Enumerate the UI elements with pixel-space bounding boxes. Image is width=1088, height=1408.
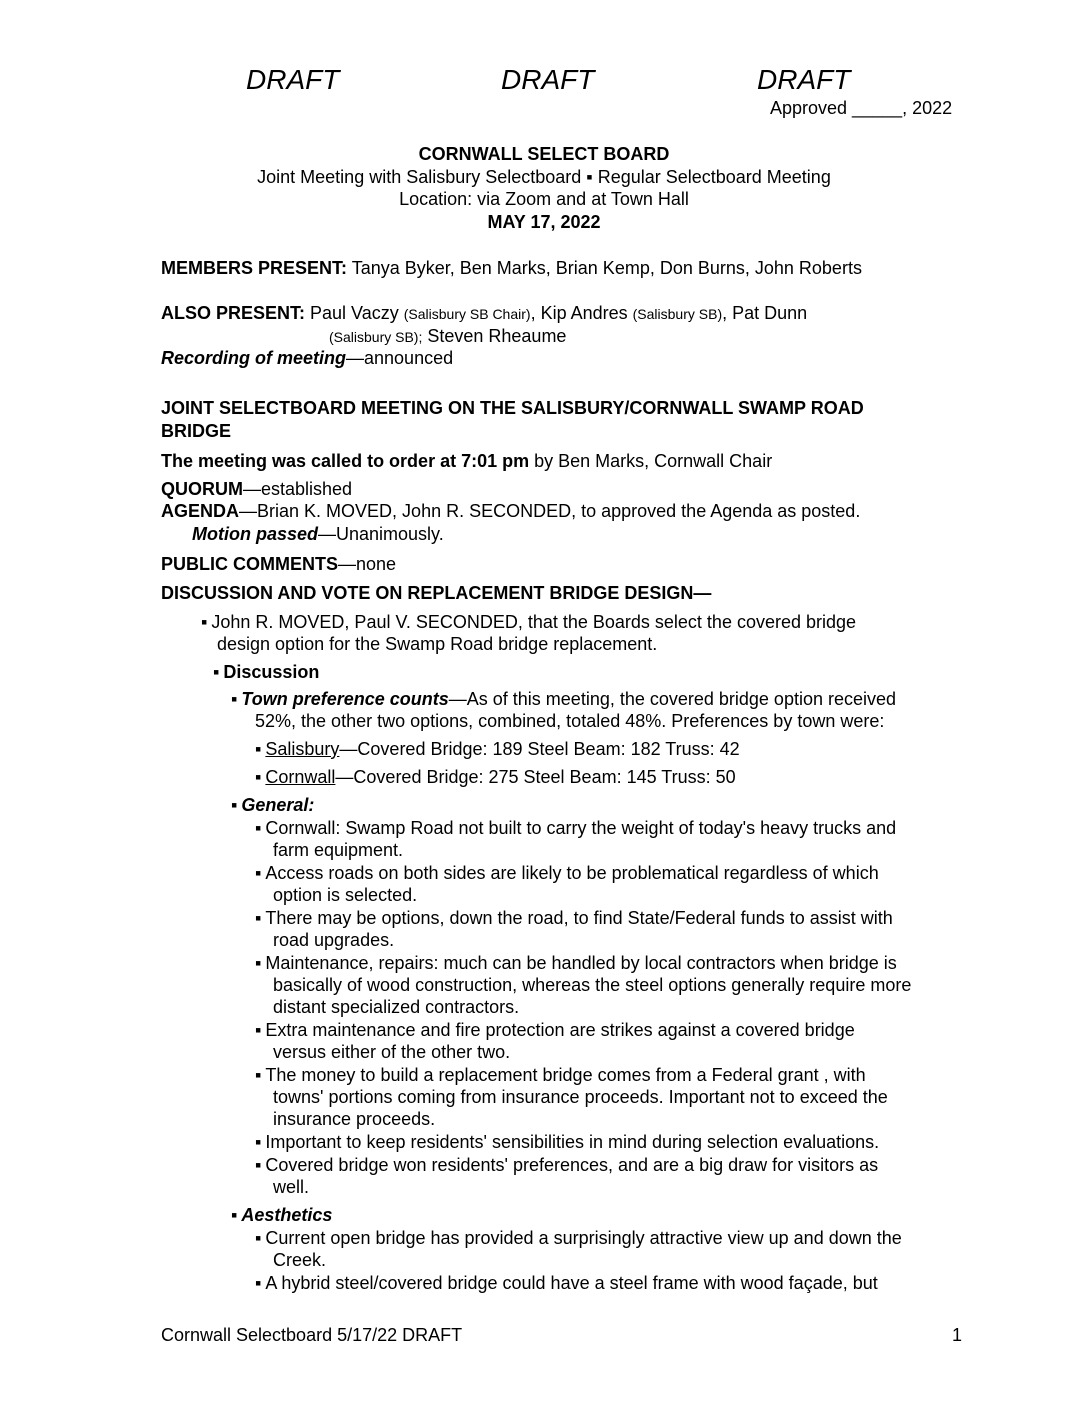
agenda-text: —Brian K. MOVED, John R. SECONDED, to approved the Agenda as posted. <box>239 501 861 521</box>
bullet-icon: ▪ <box>213 662 220 682</box>
motion-line: John R. MOVED, Paul V. SECONDED, that the Boards select the covered bridge <box>211 612 857 632</box>
list-item-continuation: distant specialized contractors. <box>273 997 520 1017</box>
meeting-subtitle: Joint Meeting with Salisbury Selectboard ▪ Regular Selectboard Meeting <box>257 167 831 187</box>
list-item-text: The money to build a replacement bridge comes from a Federal grant , with <box>265 1065 866 1085</box>
list-item-continuation: towns' portions coming from insurance proceeds. Important not to exceed the <box>273 1087 888 1107</box>
also-name: Steven Rheaume <box>422 326 567 346</box>
bullet-icon: ▪ <box>255 1020 262 1040</box>
list-item-continuation: option is selected. <box>273 885 418 905</box>
bullet-icon: ▪ <box>255 863 262 883</box>
list-item-line <box>255 1227 902 1249</box>
list-item <box>255 1272 902 1294</box>
motion-text: —Unanimously. <box>318 524 444 544</box>
bullet-icon: ▪ <box>231 1205 238 1225</box>
list-item <box>255 1064 911 1130</box>
list-item-text: There may be options, down the road, to find State/Federal funds to assist with <box>265 908 893 928</box>
town-counts: —Covered Bridge: 189 Steel Beam: 182 Truss: 42 <box>339 739 740 759</box>
town-counts: —Covered Bridge: 275 Steel Beam: 145 Truss: 50 <box>335 767 736 787</box>
aesthetics-label: Aesthetics <box>241 1205 333 1225</box>
also-note: (Salisbury SB Chair) <box>403 306 531 322</box>
bullet-icon: ▪ <box>231 795 238 815</box>
list-item-continuation: well. <box>273 1177 310 1197</box>
aesthetics-list <box>255 1227 902 1294</box>
motion-item <box>201 612 856 633</box>
also-label: ALSO PRESENT: <box>161 303 306 323</box>
list-item-line <box>255 862 911 884</box>
agenda <box>161 501 860 522</box>
list-item-continuation: versus either of the other two. <box>273 1042 511 1062</box>
counts-label: Town preference counts <box>241 689 449 709</box>
motion-label: Motion passed <box>192 524 319 544</box>
list-item <box>255 907 911 951</box>
list-item-continuation: insurance proceeds. <box>273 1109 436 1129</box>
list-item-line <box>255 817 911 839</box>
list-item <box>255 1154 911 1198</box>
list-item <box>255 952 911 1018</box>
discussion-item <box>213 662 319 683</box>
list-item-text: Covered bridge won residents' preferences, and are a big draw for visitors as <box>265 1155 879 1175</box>
called-to-order <box>161 451 772 472</box>
bullet-icon: ▪ <box>201 612 208 632</box>
board-title: CORNWALL SELECT BOARD <box>418 144 670 164</box>
members-present <box>161 258 862 279</box>
list-item-continuation: Creek. <box>273 1250 327 1270</box>
bullet-icon: ▪ <box>255 1155 262 1175</box>
also-name: Paul Vaczy <box>305 303 404 323</box>
approved-line: Approved _____, 2022 <box>770 98 953 118</box>
public-comments <box>161 554 396 575</box>
list-item-text: Current open bridge has provided a surprisingly attractive view up and down the <box>265 1228 902 1248</box>
list-item <box>255 1131 911 1153</box>
members-list: Tanya Byker, Ben Marks, Brian Kemp, Don Burns, John Roberts <box>347 258 862 278</box>
list-item <box>255 1019 911 1063</box>
joint-heading-line2: BRIDGE <box>161 421 232 441</box>
draft-watermark-2: DRAFT <box>501 64 595 95</box>
list-item-line <box>255 1064 911 1086</box>
recording-text: —announced <box>346 348 454 368</box>
agenda-label: AGENDA <box>161 501 240 521</box>
bullet-icon: ▪ <box>255 767 262 787</box>
list-item-line <box>255 1019 911 1041</box>
bullet-icon: ▪ <box>255 818 262 838</box>
general-list <box>255 817 911 1198</box>
discussion-heading: DISCUSSION AND VOTE ON REPLACEMENT BRIDGE DESIGN— <box>161 583 712 603</box>
list-item-text: Maintenance, repairs: much can be handled by local contractors when bridge is <box>265 953 897 973</box>
salisbury-counts <box>255 739 740 760</box>
town-name: Cornwall <box>265 767 336 787</box>
also-present <box>161 303 807 324</box>
list-item <box>255 817 911 861</box>
list-item-text: Important to keep residents' sensibilities in mind during selection evaluations. <box>265 1132 880 1152</box>
draft-watermark-3: DRAFT <box>757 64 851 95</box>
bullet-icon: ▪ <box>255 908 262 928</box>
also-note: (Salisbury SB) <box>632 306 723 322</box>
page-number: 1 <box>952 1325 963 1345</box>
list-item-line <box>255 952 911 974</box>
also-name: , Kip Andres <box>530 303 633 323</box>
discussion-label: Discussion <box>223 662 320 682</box>
public-text: —none <box>338 554 397 574</box>
list-item-text: Access roads on both sides are likely to be problematical regardless of which <box>265 863 879 883</box>
town-name: Salisbury <box>265 739 340 759</box>
preference-counts-cont: 52%, the other two options, combined, totaled 48%. Preferences by town were: <box>255 711 885 731</box>
list-item-continuation: basically of wood construction, whereas the steel options generally require more <box>273 975 912 995</box>
list-item-text: Cornwall: Swamp Road not built to carry the weight of today's heavy trucks and <box>265 818 897 838</box>
list-item-text: A hybrid steel/covered bridge could have a steel frame with wood façade, but <box>265 1273 878 1293</box>
bullet-icon: ▪ <box>255 739 262 759</box>
bullet-icon: ▪ <box>231 689 238 709</box>
footer-left: Cornwall Selectboard 5/17/22 DRAFT <box>161 1325 463 1345</box>
members-label: MEMBERS PRESENT: <box>161 258 348 278</box>
general-label: General: <box>241 795 315 815</box>
aesthetics-heading <box>231 1205 332 1226</box>
list-item <box>255 1227 902 1271</box>
called-label: The meeting was called to order at 7:01 pm <box>161 451 530 471</box>
list-item-line <box>255 907 911 929</box>
public-label: PUBLIC COMMENTS <box>161 554 338 574</box>
preference-counts <box>231 689 896 710</box>
called-text: by Ben Marks, Cornwall Chair <box>529 451 773 471</box>
also-name: , Pat Dunn <box>722 303 808 323</box>
list-item <box>255 862 911 906</box>
also-note: (Salisbury SB); <box>329 329 423 345</box>
list-item-text: Extra maintenance and fire protection are strikes against a covered bridge <box>265 1020 855 1040</box>
bullet-icon: ▪ <box>255 1273 262 1293</box>
quorum-text: —established <box>243 479 353 499</box>
quorum <box>161 479 352 500</box>
agenda-motion <box>192 524 444 545</box>
counts-text: —As of this meeting, the covered bridge option received <box>448 689 897 709</box>
joint-heading-line1: JOINT SELECTBOARD MEETING ON THE SALISBURY/CORNWALL SWAMP ROAD <box>161 398 864 418</box>
recording-label: Recording of meeting <box>161 348 347 368</box>
bullet-icon: ▪ <box>255 1228 262 1248</box>
list-item-continuation: road upgrades. <box>273 930 395 950</box>
motion-item-cont: design option for the Swamp Road bridge replacement. <box>217 634 658 654</box>
bullet-icon: ▪ <box>255 1065 262 1085</box>
list-item-line <box>255 1131 911 1153</box>
list-item-continuation: farm equipment. <box>273 840 404 860</box>
bullet-icon: ▪ <box>255 1132 262 1152</box>
meeting-date: MAY 17, 2022 <box>487 212 601 232</box>
general-heading <box>231 795 314 816</box>
draft-watermark-1: DRAFT <box>246 64 340 95</box>
meeting-location: Location: via Zoom and at Town Hall <box>399 189 689 209</box>
recording-note <box>161 348 453 369</box>
quorum-label: QUORUM <box>161 479 243 499</box>
bullet-icon: ▪ <box>255 953 262 973</box>
cornwall-counts <box>255 767 736 788</box>
also-present-continued <box>329 326 566 347</box>
list-item-line <box>255 1154 911 1176</box>
list-item-line <box>255 1272 902 1294</box>
